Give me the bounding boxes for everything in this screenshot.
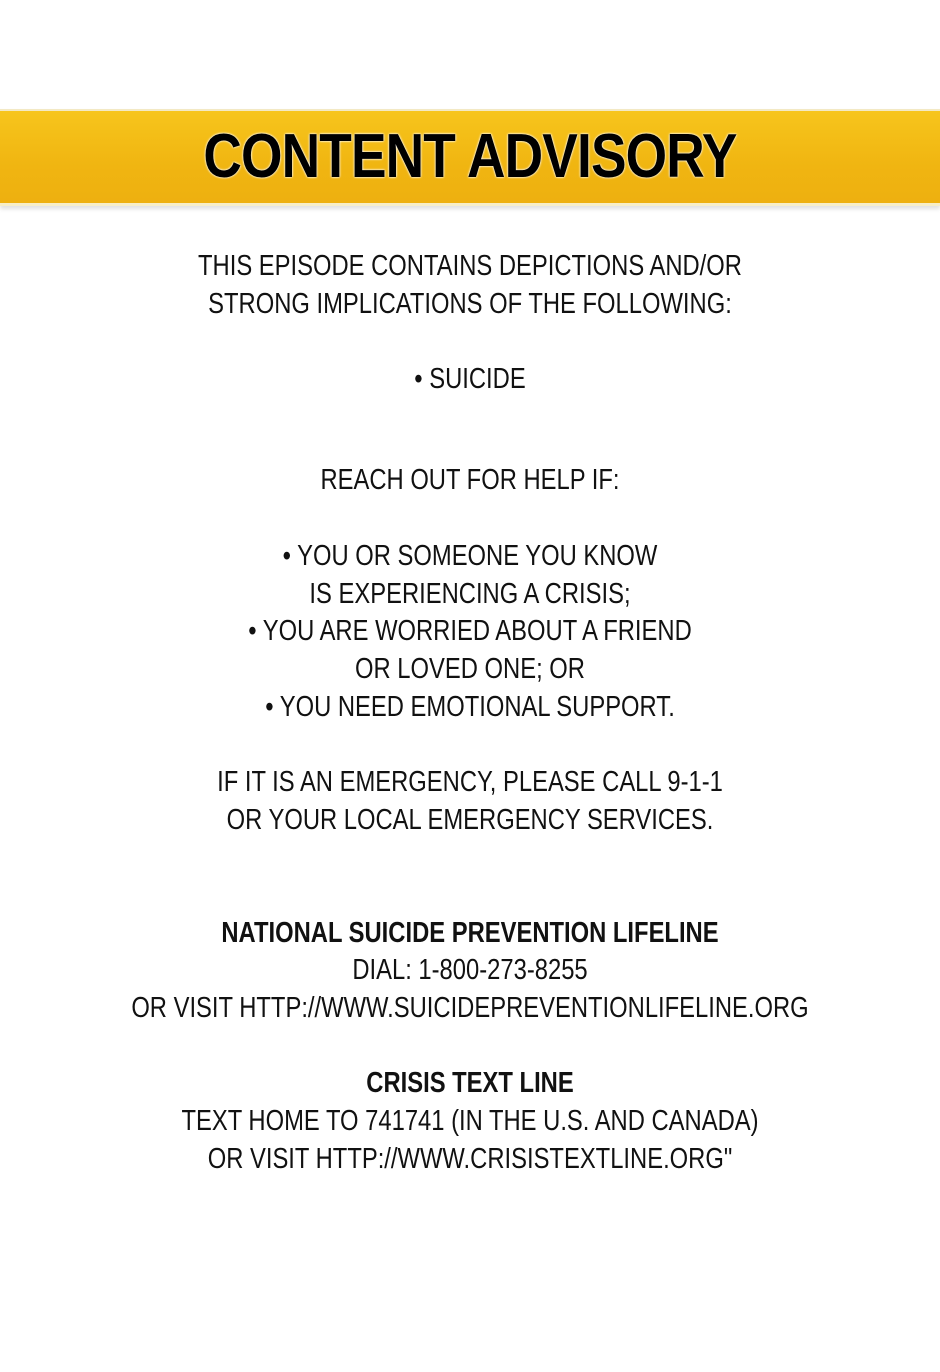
emergency-line: OR YOUR LOCAL EMERGENCY SERVICES.	[226, 803, 714, 836]
lifeline-url: OR VISIT HTTP://WWW.SUICIDEPREVENTIONLIFELINE.ORG	[131, 992, 809, 1025]
help-heading: REACH OUT FOR HELP IF:	[320, 464, 620, 497]
lifeline-name: NATIONAL SUICIDE PREVENTION LIFELINE	[221, 916, 719, 949]
topic-item: • SUICIDE	[414, 363, 526, 396]
advisory-body	[0, 248, 940, 1179]
intro-line: STRONG IMPLICATIONS OF THE FOLLOWING:	[208, 287, 732, 320]
help-item: IS EXPERIENCING A CRISIS;	[309, 577, 631, 610]
textline-name: CRISIS TEXT LINE	[366, 1067, 574, 1100]
textline-url: OR VISIT HTTP://WWW.CRISISTEXTLINE.ORG"	[207, 1142, 733, 1175]
help-item: • YOU OR SOMEONE YOU KNOW	[282, 539, 658, 572]
lifeline-dial: DIAL: 1-800-273-8255	[352, 954, 588, 987]
emergency-line: IF IT IS AN EMERGENCY, PLEASE CALL 9-1-1	[217, 765, 723, 798]
textline-text: TEXT HOME TO 741741 (IN THE U.S. AND CANADA)	[181, 1105, 759, 1138]
banner-title: CONTENT ADVISORY	[203, 122, 737, 191]
intro-line: THIS EPISODE CONTAINS DEPICTIONS AND/OR	[198, 250, 742, 282]
help-item: • YOU NEED EMOTIONAL SUPPORT.	[265, 690, 675, 723]
advisory-banner	[0, 109, 940, 206]
help-item: OR LOVED ONE; OR	[355, 652, 585, 685]
help-item: • YOU ARE WORRIED ABOUT A FRIEND	[248, 615, 692, 648]
